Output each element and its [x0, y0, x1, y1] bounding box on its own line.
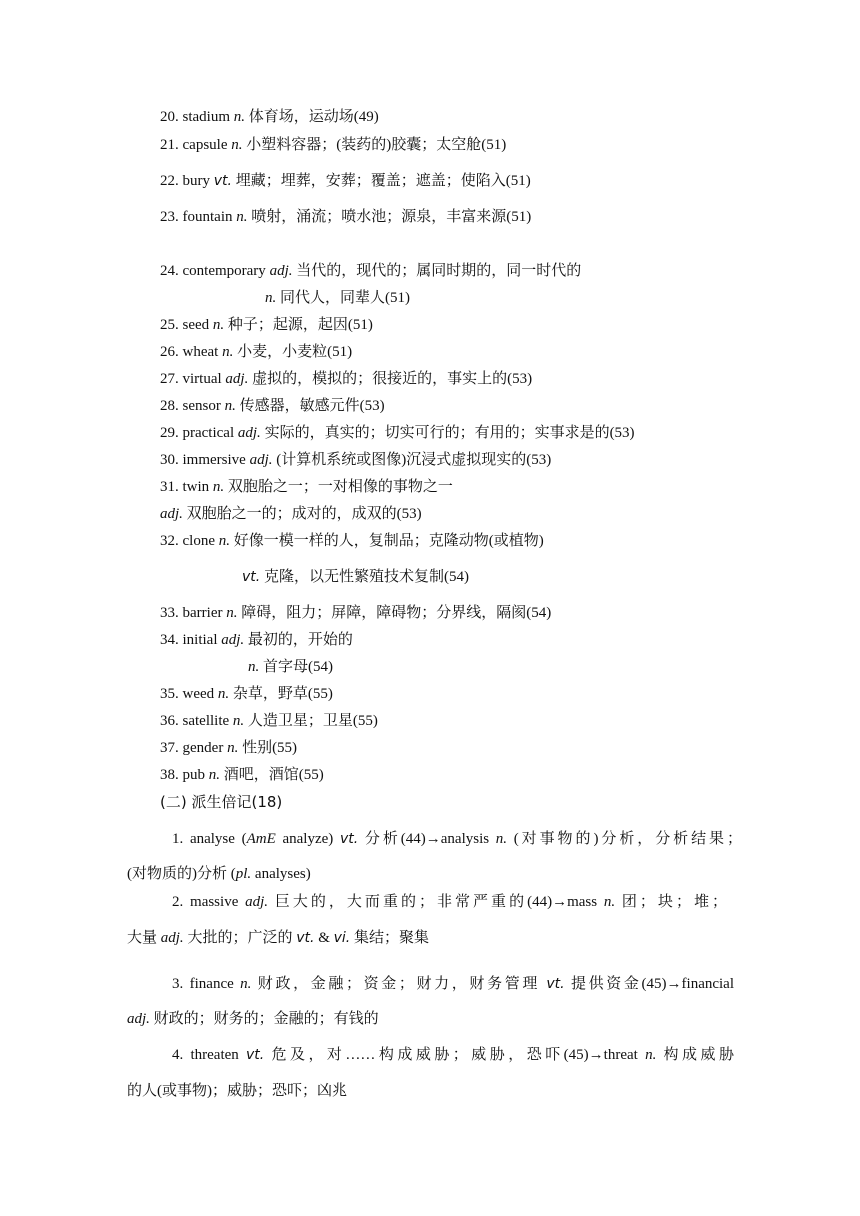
vocab-entry: 32. clone n. 好像一模一样的人，复制品；克隆动物(或植物) [160, 533, 544, 549]
vocab-entry: 38. pub n. 酒吧，酒馆(55) [160, 767, 324, 783]
vocab-entry: 35. weed n. 杂草，野草(55) [160, 686, 333, 702]
vocab-entry: 27. virtual adj. 虚拟的，模拟的；很接近的，事实上的(53) [160, 371, 533, 387]
vocab-entry: 31. twin n. 双胞胎之一；一对相像的事物之一 [160, 479, 453, 495]
vocab-entry: 22. bury vt. 埋藏；埋葬，安葬；覆盖；遮盖；使陷入(51) [160, 173, 531, 189]
vocab-entry: 25. seed n. 种子；起源，起因(51) [160, 317, 373, 333]
vocab-entry: 24. contemporary adj. 当代的，现代的；属同时期的，同一时代的 [160, 263, 582, 279]
vocab-entry: 34. initial adj. 最初的，开始的 [160, 632, 353, 648]
derived-entry-line: (对物质的)分析 (pl. analyses) [127, 866, 311, 882]
vocab-subsense: vt. 克隆，以无性繁殖技术复制(54) [242, 569, 469, 585]
vocab-entry: 20. stadium n. 体育场，运动场(49) [160, 109, 379, 125]
vocab-entry: 23. fountain n. 喷射，涌流；喷水池；源泉，丰富来源(51) [160, 209, 532, 225]
derived-entry-line: 的人(或事物)；威胁；恐吓；凶兆 [127, 1083, 347, 1099]
vocab-entry: 37. gender n. 性别(55) [160, 740, 298, 756]
vocab-entry: 30. immersive adj. (计算机系统或图像)沉浸式虚拟现实的(53) [160, 452, 552, 468]
vocab-entry: 28. sensor n. 传感器，敏感元件(53) [160, 398, 385, 414]
vocab-subsense: n. 同代人，同辈人(51) [265, 290, 410, 306]
vocab-entry: 26. wheat n. 小麦，小麦粒(51) [160, 344, 353, 360]
derived-entry-line: 4. threaten vt. 危及，对……构成威胁；威胁，恐吓(45)→threat n. 构成威胁 [172, 1047, 734, 1063]
vocab-entry: 36. satellite n. 人造卫星；卫星(55) [160, 713, 378, 729]
derived-entry-line: 3. finance n. 财政，金融；资金；财力，财务管理 vt. 提供资金(45)→financial [172, 976, 734, 992]
vocab-subsense: adj. 双胞胎之一的；成对的，成双的(53) [160, 506, 422, 522]
vocab-entry: 33. barrier n. 障碍，阻力；屏障，障碍物；分界线，隔阂(54) [160, 605, 552, 621]
vocab-entry: 29. practical adj. 实际的，真实的；切实可行的；有用的；实事求是的(53) [160, 425, 635, 441]
derived-entry-line: 大量 adj. 大批的；广泛的 vt. & vi. 集结；聚集 [127, 930, 429, 946]
vocab-subsense: n. 首字母(54) [248, 659, 333, 675]
derived-entry-line: 2. massive adj. 巨大的，大而重的；非常严重的(44)→mass n. 团；块；堆； [172, 894, 727, 910]
derived-entry-line: 1. analyse (AmE analyze) vt. 分析(44)→analysis n. (对事物的)分析，分析结果； [172, 831, 742, 847]
vocab-entry: 21. capsule n. 小塑料容器；(装药的)胶囊；太空舱(51) [160, 137, 507, 153]
section-heading: (二) 派生倍记(18) [160, 793, 283, 811]
derived-entry-line: adj. 财政的；财务的；金融的；有钱的 [127, 1011, 379, 1027]
